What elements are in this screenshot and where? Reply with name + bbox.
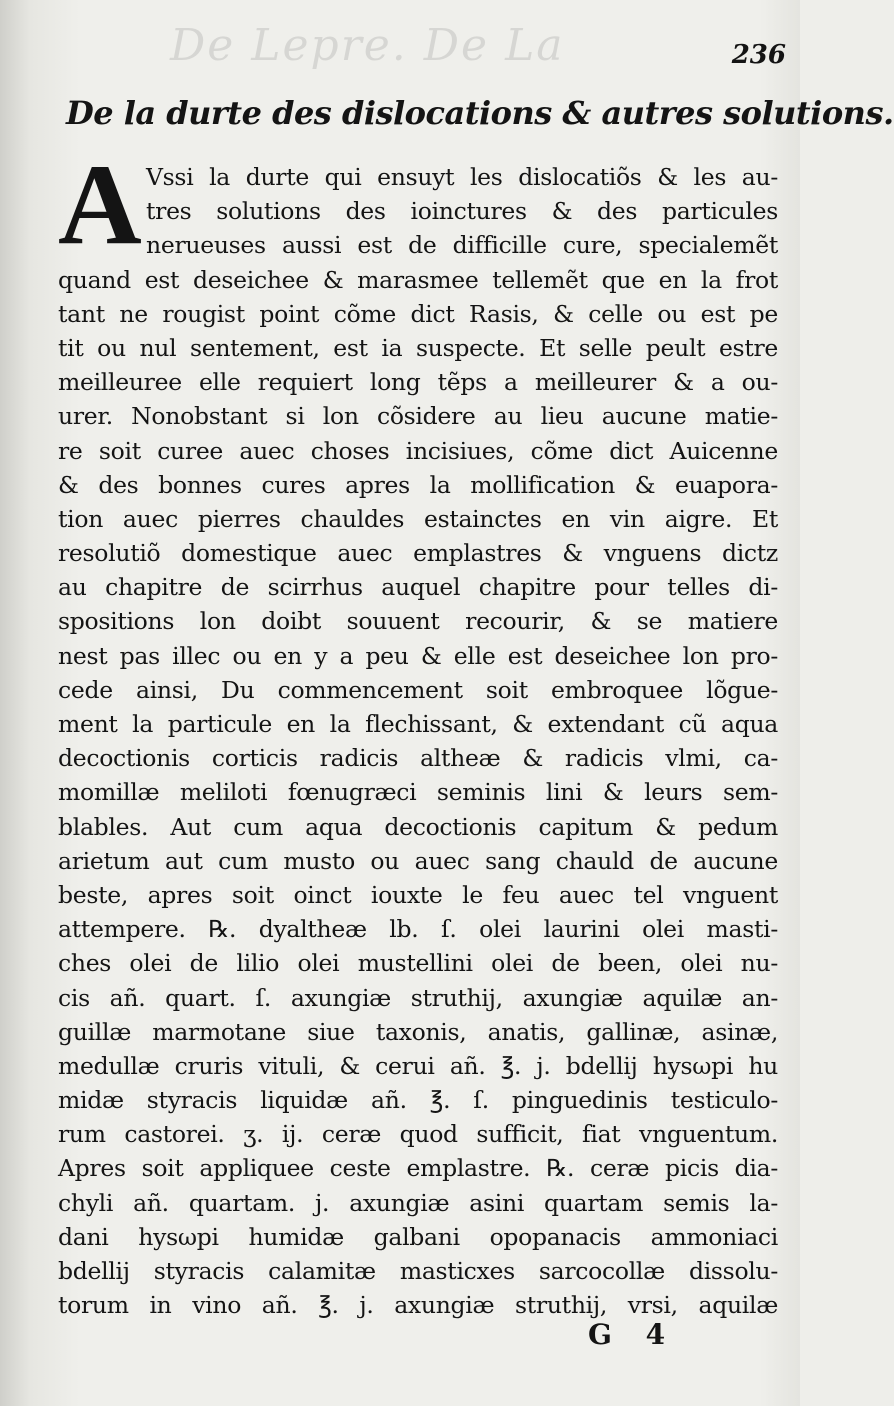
text-line: resolutiõ domestique auec emplastres & vnguens dictz [58, 539, 778, 568]
text-line: tion auec pierres chauldes estainctes en vin aigre. Et [58, 504, 778, 533]
text-line: urer. Nonobstant si lon cõsidere au lieu aucune matie- [58, 402, 778, 431]
text-line: cis añ. quart. ſ. axungiæ struthij, axungiæ aquilæ an- [58, 983, 778, 1012]
text-line: momillæ meliloti fœnugræci seminis lini & leurs sem- [58, 778, 778, 807]
text-line: Apres soit appliquee ceste emplastre. ℞. ceræ picis dia- [58, 1154, 778, 1183]
text-line: torum in vino añ. ℥. j. axungiæ struthij, vrsi, aquilæ [58, 1291, 778, 1320]
text-line: meilleuree elle requiert long tẽps a meilleurer & a ou- [58, 368, 778, 397]
text-line: quand est deseichee & marasmee tellemẽt que en la frot [58, 265, 778, 294]
drop-capital: A [58, 141, 142, 269]
text-line: nest pas illec ou en y a peu & elle est deseichee lon pro- [58, 641, 778, 670]
body-text [58, 160, 778, 1357]
text-line: Vssi la durte qui ensuyt les dislocatiõs & les au- [146, 163, 778, 191]
text-line: tres solutions des ioinctures & des particules [146, 197, 778, 226]
text-line: beste, apres soit oinct iouxte le feu auec tel vnguent [58, 880, 778, 909]
text-line: tit ou nul sentement, est ia suspecte. Et selle peult estre [58, 333, 778, 362]
text-line: ches olei de lilio olei mustellini olei de been, olei nu- [58, 949, 778, 978]
text-line: tant ne rougist point cõme dict Rasis, & celle ou est pe [58, 299, 778, 328]
text-line: chyli añ. quartam. j. axungiæ asini quartam semis la- [58, 1188, 778, 1217]
text-line: attempere. ℞. dyaltheæ lb. ſ. olei laurini olei masti- [58, 915, 778, 944]
text-line: & des bonnes cures apres la mollification & euapora- [58, 470, 778, 499]
text-line: cede ainsi, Du commencement soit embroquee lõgue- [58, 675, 778, 704]
text-line: medullæ cruris vituli, & cerui añ. ℥. j. bdellij hysωpi hu [58, 1051, 778, 1080]
text-line: rum castorei. ʒ. ij. ceræ quod sufficit, fiat vnguentum. [58, 1120, 778, 1149]
text-line: au chapitre de scirrhus auquel chapitre pour telles di- [58, 573, 778, 602]
signature-mark: G 4 [588, 1318, 678, 1351]
page-number: 236 [731, 40, 786, 70]
text-line: decoctionis corticis radicis altheæ & radicis vlmi, ca- [58, 744, 778, 773]
show-through-text: De Lepre. De La [170, 20, 565, 71]
text-line: re soit curee auec choses incisiues, cõme dict Auicenne [58, 436, 778, 465]
text-line: midæ styracis liquidæ añ. ℥. ſ. pinguedinis testiculo- [58, 1086, 778, 1115]
section-heading: De la durte des dislocations & autres solutions. [66, 94, 894, 132]
text-line: spositions lon doibt souuent recourir, & se matiere [58, 607, 778, 636]
text-line: guillæ marmotane siue taxonis, anatis, gallinæ, asinæ, [58, 1017, 778, 1046]
text-line: dani hysωpi humidæ galbani opopanacis ammoniaci [58, 1222, 778, 1251]
text-line: nerueuses aussi est de difficille cure, specialemẽt [146, 231, 778, 260]
text-line: ment la particule en la flechissant, & extendant cũ aqua [58, 710, 778, 738]
text-line: blables. Aut cum aqua decoctionis capitum & pedum [58, 812, 778, 841]
text-line: bdellij styracis calamitæ masticхes sarcocollæ dissolu- [58, 1257, 778, 1285]
text-line: arietum aut cum musto ou auec sang chauld de aucune [58, 846, 778, 875]
